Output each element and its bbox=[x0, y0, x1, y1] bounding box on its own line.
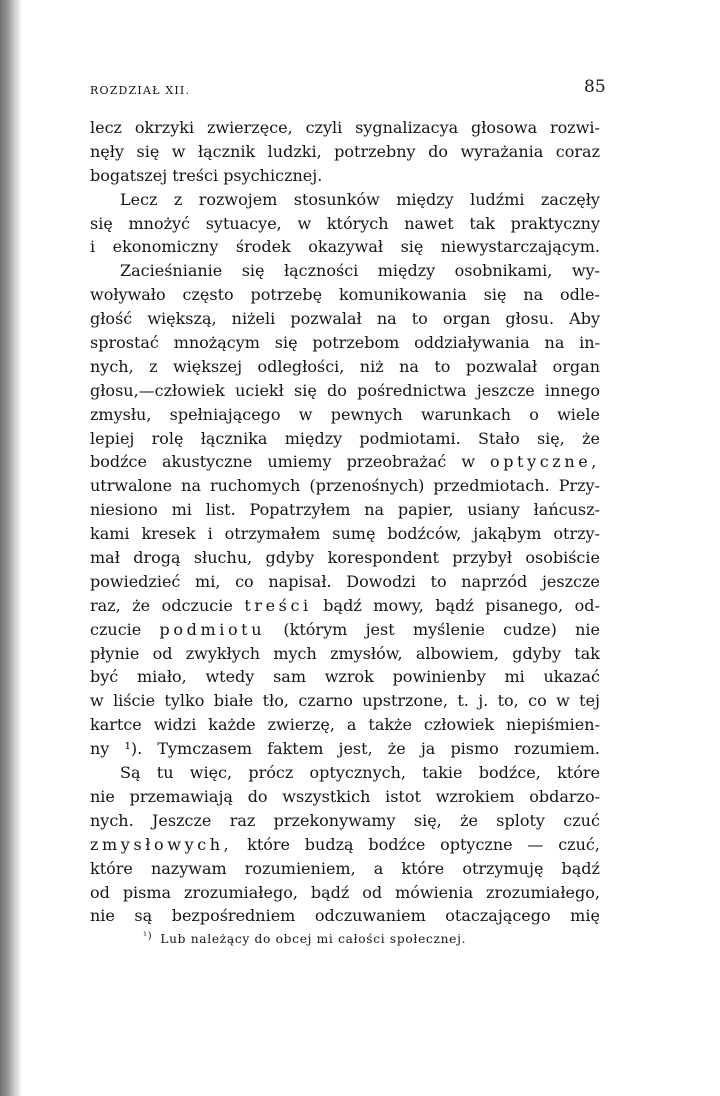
word: wzrokiem bbox=[435, 786, 515, 806]
text-line bbox=[90, 857, 600, 881]
word: bądź bbox=[323, 595, 362, 615]
word: ny bbox=[90, 739, 110, 759]
word: więc, bbox=[189, 763, 233, 783]
word: treści bbox=[172, 165, 219, 185]
word: pisma bbox=[122, 882, 172, 902]
word: Przy- bbox=[558, 476, 600, 496]
word: a bbox=[346, 715, 357, 735]
word: a bbox=[373, 858, 384, 878]
word: osobnikami, bbox=[454, 261, 553, 281]
word: miało, bbox=[136, 667, 187, 687]
word: oddziaływania bbox=[414, 333, 530, 353]
word: Zacieśnianie bbox=[120, 261, 223, 281]
word: się bbox=[294, 380, 317, 400]
text-line bbox=[90, 809, 600, 833]
word: liście bbox=[113, 691, 156, 711]
word: to, bbox=[497, 691, 519, 711]
text-line bbox=[90, 355, 600, 379]
word: że bbox=[132, 595, 151, 615]
emphasized-word: podmiotu bbox=[159, 619, 266, 639]
word: papier, bbox=[397, 500, 454, 520]
word: nazywam bbox=[150, 858, 227, 878]
word: zmysłu, bbox=[90, 404, 152, 424]
word: niepiśmien- bbox=[506, 715, 600, 735]
word: łączności bbox=[283, 261, 359, 281]
text-line bbox=[90, 212, 600, 236]
text-line bbox=[90, 307, 600, 331]
word: albowiem, bbox=[415, 643, 499, 663]
word: często bbox=[182, 285, 234, 305]
word: tylko bbox=[164, 691, 205, 711]
word: w bbox=[171, 141, 186, 161]
word: upstrzone, bbox=[362, 691, 448, 711]
word: z bbox=[173, 189, 183, 209]
word: odczuwaniem bbox=[314, 906, 426, 926]
text-line bbox=[90, 403, 600, 427]
word: między bbox=[396, 189, 454, 209]
word: się bbox=[483, 285, 507, 305]
word: nie bbox=[90, 786, 115, 806]
word: i bbox=[90, 237, 96, 257]
word: rozwojem bbox=[198, 189, 278, 209]
word: takie bbox=[422, 763, 463, 783]
word: się, bbox=[413, 810, 442, 830]
word: wiele bbox=[557, 404, 600, 424]
word: się bbox=[400, 237, 424, 257]
word: są bbox=[134, 906, 153, 926]
word: co bbox=[528, 691, 547, 711]
word: obdarzo- bbox=[529, 786, 600, 806]
word: spełniającego bbox=[169, 404, 281, 424]
word: bodźce bbox=[90, 452, 147, 472]
word: przemawiają bbox=[129, 786, 233, 806]
word: korespondent bbox=[327, 548, 439, 568]
word: także bbox=[368, 715, 412, 735]
word: pewnych bbox=[330, 404, 403, 424]
word: łącznik bbox=[197, 141, 256, 161]
word: j. bbox=[478, 691, 489, 711]
word: między bbox=[377, 261, 436, 281]
word: zrozumiałego, bbox=[184, 882, 298, 902]
word: kami bbox=[90, 524, 130, 544]
word: przekonywamy bbox=[273, 810, 396, 830]
word: zwierzę, bbox=[267, 715, 335, 735]
word: że bbox=[387, 739, 406, 759]
word: otrzymuję bbox=[462, 858, 544, 878]
word: pośrednictwa bbox=[357, 380, 467, 400]
word: praktyczny bbox=[510, 213, 600, 233]
word: mię bbox=[570, 906, 600, 926]
word: jest, bbox=[338, 739, 373, 759]
text-line bbox=[90, 713, 600, 737]
word: od bbox=[152, 643, 173, 663]
word: (którym bbox=[283, 619, 348, 639]
word: bodźców, bbox=[387, 524, 462, 544]
word: czucie bbox=[90, 619, 142, 639]
word: większej bbox=[172, 356, 243, 376]
word: kresek bbox=[141, 524, 196, 544]
word: sprostać bbox=[90, 333, 159, 353]
word: sam bbox=[273, 667, 306, 687]
text-line bbox=[90, 618, 600, 642]
word: powinienby bbox=[392, 667, 486, 687]
word: mnożącym bbox=[173, 333, 260, 353]
word: do bbox=[327, 380, 347, 400]
word: kartce bbox=[90, 715, 142, 735]
word: widzi bbox=[153, 715, 197, 735]
word: ukazać bbox=[543, 667, 600, 687]
word: na bbox=[544, 333, 565, 353]
word: głosu. bbox=[505, 309, 555, 329]
word: osobiście bbox=[525, 548, 600, 568]
word: głosu,—człowiek bbox=[90, 380, 225, 400]
word: prócz bbox=[248, 763, 294, 783]
word: rozumieniem, bbox=[244, 858, 356, 878]
word: pozwalał bbox=[465, 356, 538, 376]
word: to bbox=[434, 356, 451, 376]
word: bogatszej bbox=[90, 165, 168, 185]
text-line bbox=[90, 116, 600, 140]
word: sumę bbox=[332, 524, 376, 544]
text-line bbox=[90, 379, 600, 403]
word: białe bbox=[213, 691, 254, 711]
word: jest bbox=[365, 619, 395, 639]
word: niesiono bbox=[90, 500, 158, 520]
word: czuć, bbox=[558, 834, 600, 854]
footnote bbox=[143, 931, 466, 946]
word: na bbox=[523, 285, 544, 305]
word: mał bbox=[90, 548, 120, 568]
word: odle- bbox=[560, 285, 600, 305]
word: lepiej bbox=[90, 428, 135, 448]
word: optyczne bbox=[440, 834, 513, 854]
word: sygnalizacya bbox=[355, 118, 459, 137]
word: które bbox=[247, 834, 291, 854]
word: organ bbox=[442, 309, 491, 329]
word: środek bbox=[235, 237, 291, 257]
word: nych. bbox=[90, 810, 134, 830]
word: to bbox=[430, 571, 447, 591]
text-line bbox=[90, 689, 600, 713]
word: okrzyki bbox=[134, 118, 195, 137]
word: utrwalone bbox=[90, 476, 173, 496]
word: które bbox=[401, 858, 445, 878]
word: człowiek bbox=[423, 715, 495, 735]
word: że bbox=[460, 810, 478, 830]
word: ludzki, bbox=[267, 141, 322, 161]
word: przedmiotach. bbox=[433, 476, 550, 496]
word: o bbox=[529, 404, 539, 424]
footnote-marker: ¹) bbox=[143, 931, 153, 942]
word: bezpośredniem bbox=[171, 906, 296, 926]
text-line bbox=[90, 331, 600, 355]
word: że bbox=[582, 428, 600, 448]
word: Stało bbox=[477, 428, 520, 448]
word: zwierzęce, bbox=[206, 118, 293, 137]
word: rozumiem. bbox=[513, 739, 600, 759]
word: myślenie bbox=[412, 619, 485, 639]
text-line bbox=[90, 259, 600, 283]
word: w bbox=[556, 691, 570, 711]
word: łącznika bbox=[200, 428, 268, 448]
word: przybył bbox=[452, 548, 513, 568]
text-line bbox=[90, 570, 600, 594]
word: głosowa bbox=[471, 118, 538, 137]
text-line bbox=[90, 140, 600, 164]
word: wy- bbox=[571, 261, 600, 281]
word: bądź bbox=[435, 595, 474, 615]
word: na bbox=[364, 500, 385, 520]
word: i bbox=[207, 524, 213, 544]
text-line bbox=[90, 546, 600, 570]
word: na bbox=[399, 356, 419, 376]
word: faktem bbox=[267, 739, 324, 759]
word: pisanego, bbox=[485, 595, 564, 615]
word: organ bbox=[552, 356, 600, 376]
word: mowy, bbox=[373, 595, 424, 615]
emphasized-word: zmysłowych, bbox=[90, 834, 233, 854]
emphasized-word: optyczne, bbox=[489, 452, 600, 472]
word: woływało bbox=[90, 285, 166, 305]
word: tak bbox=[469, 213, 495, 233]
word: psychicznej. bbox=[223, 165, 323, 185]
word: głość bbox=[90, 309, 133, 329]
word: umiemy bbox=[267, 452, 332, 472]
text-line bbox=[90, 450, 600, 474]
word: napisał. bbox=[268, 571, 332, 591]
word: się bbox=[241, 261, 265, 281]
word: wszystkich bbox=[282, 786, 371, 806]
word: w bbox=[297, 213, 312, 233]
word: co bbox=[235, 571, 254, 591]
word: potrzebę bbox=[250, 285, 323, 305]
word: istot bbox=[385, 786, 421, 806]
word: bodźce, bbox=[478, 763, 541, 783]
word: pozwalał bbox=[290, 309, 362, 329]
text-line bbox=[90, 833, 600, 857]
word: które bbox=[90, 858, 133, 878]
text-line bbox=[90, 737, 600, 761]
word: t. bbox=[457, 691, 469, 711]
word: (przenośnych) bbox=[309, 476, 425, 496]
word: Jeszcze bbox=[152, 810, 212, 830]
word: słuchu, bbox=[193, 548, 253, 568]
word: nych, bbox=[90, 356, 134, 376]
text-line bbox=[90, 235, 600, 259]
word: płynie bbox=[90, 643, 140, 663]
word: tu bbox=[156, 763, 174, 783]
text-line bbox=[90, 665, 600, 689]
word: w bbox=[90, 691, 104, 711]
word: zaczęły bbox=[540, 189, 600, 209]
word: budzą bbox=[304, 834, 354, 854]
word: gdyby bbox=[265, 548, 315, 568]
word: się bbox=[136, 141, 160, 161]
word: otrzy- bbox=[553, 524, 600, 544]
word: z bbox=[149, 356, 158, 376]
word: Aby bbox=[569, 309, 600, 329]
word: gdyby bbox=[512, 643, 562, 663]
word: akustyczne bbox=[161, 452, 253, 472]
word: sploty bbox=[496, 810, 545, 830]
word: niżeli bbox=[231, 309, 276, 329]
word: przeobrażać bbox=[346, 452, 447, 472]
word: to bbox=[411, 309, 428, 329]
word: czuć bbox=[563, 810, 600, 830]
text-line bbox=[90, 188, 600, 212]
word: Tymczasem bbox=[157, 739, 253, 759]
word: na bbox=[376, 309, 397, 329]
running-head: ROZDZIAŁ XII. bbox=[90, 84, 191, 97]
word: których bbox=[326, 213, 389, 233]
word: mnożyć bbox=[128, 213, 191, 233]
word: sytuacye, bbox=[205, 213, 282, 233]
word: mych bbox=[273, 643, 317, 663]
word: zmysłów, bbox=[330, 643, 403, 663]
word: rolę bbox=[151, 428, 184, 448]
word: bądź bbox=[310, 882, 350, 902]
word: nie bbox=[575, 619, 600, 639]
word: od bbox=[90, 882, 110, 902]
word: — bbox=[527, 834, 544, 854]
word: Lecz bbox=[120, 189, 158, 209]
text-line bbox=[90, 474, 600, 498]
word: bodźce bbox=[368, 834, 426, 854]
word: bądź bbox=[561, 858, 600, 878]
word: się bbox=[274, 333, 298, 353]
text-line bbox=[90, 594, 600, 618]
word: czyli bbox=[305, 118, 343, 137]
word: od- bbox=[574, 595, 600, 615]
word: tło, bbox=[262, 691, 289, 711]
word: podmiotami. bbox=[359, 428, 461, 448]
word: in- bbox=[579, 333, 600, 353]
word: usiany bbox=[467, 500, 520, 520]
word: zwykłych bbox=[185, 643, 261, 663]
word: ruchomych bbox=[210, 476, 301, 496]
word: większą, bbox=[147, 309, 217, 329]
word: optycznych, bbox=[309, 763, 406, 783]
word: wyrażania bbox=[460, 141, 544, 161]
word: tak bbox=[574, 643, 600, 663]
word: łańcusz- bbox=[533, 500, 600, 520]
word: między bbox=[284, 428, 343, 448]
word: cudze) bbox=[503, 619, 557, 639]
word: lecz bbox=[90, 118, 122, 137]
word: które bbox=[557, 763, 600, 783]
word: do bbox=[428, 141, 448, 161]
word: od bbox=[362, 882, 383, 902]
word: jeszcze bbox=[476, 380, 535, 400]
text-line bbox=[90, 785, 600, 809]
word: nie bbox=[90, 906, 115, 926]
footnote-text: Lub należący do obcej mi całości społecznej. bbox=[160, 932, 467, 946]
word: każde bbox=[208, 715, 256, 735]
word: wtedy bbox=[205, 667, 255, 687]
word: otaczającego bbox=[445, 906, 551, 926]
word: stosunków bbox=[293, 189, 380, 209]
word: mówienia bbox=[395, 882, 474, 902]
word: się, bbox=[536, 428, 565, 448]
word: jakąbym bbox=[473, 524, 542, 544]
word: w bbox=[298, 404, 313, 424]
text-line bbox=[90, 761, 600, 785]
word: raz bbox=[229, 810, 256, 830]
word: ludźmi bbox=[470, 189, 525, 209]
word: potrzebny bbox=[334, 141, 416, 161]
word: powiedzieć bbox=[90, 571, 181, 591]
word: Dowodzi bbox=[346, 571, 416, 591]
word: potrzebom bbox=[312, 333, 400, 353]
emphasized-word: treści bbox=[244, 595, 312, 615]
word: tej bbox=[579, 691, 600, 711]
page-number: 85 bbox=[584, 77, 606, 97]
word: nawet bbox=[404, 213, 454, 233]
word: się bbox=[90, 213, 113, 233]
body-text bbox=[90, 116, 600, 928]
word: do bbox=[247, 786, 268, 806]
word: mi bbox=[504, 667, 525, 687]
word: ja bbox=[420, 739, 436, 759]
word: list. bbox=[205, 500, 236, 520]
word: raz, bbox=[90, 595, 121, 615]
word: odległości, bbox=[257, 356, 345, 376]
word: Popatrzyłem bbox=[249, 500, 351, 520]
text-line bbox=[90, 904, 600, 928]
word: jeszcze bbox=[541, 571, 600, 591]
word: niewystarczającym. bbox=[440, 237, 600, 257]
word: innego bbox=[544, 380, 600, 400]
text-line bbox=[90, 427, 600, 451]
word: komunikowania bbox=[338, 285, 467, 305]
word: pismo bbox=[450, 739, 499, 759]
word: uciekł bbox=[235, 380, 284, 400]
text-line bbox=[90, 642, 600, 666]
word: okazywał bbox=[308, 237, 384, 257]
word: odczucie bbox=[161, 595, 233, 615]
word: niż bbox=[359, 356, 384, 376]
word: rozwi- bbox=[549, 118, 600, 137]
scanned-page-edge bbox=[0, 0, 22, 1096]
word: na bbox=[181, 476, 201, 496]
text-line bbox=[90, 522, 600, 546]
text-line bbox=[90, 881, 600, 905]
text-line bbox=[90, 498, 600, 522]
word: zrozumiałego, bbox=[486, 882, 600, 902]
word: naprzód bbox=[461, 571, 528, 591]
text-line bbox=[90, 164, 600, 188]
word: coraz bbox=[555, 141, 600, 161]
word: ekonomiczny bbox=[112, 237, 219, 257]
word: wzrok bbox=[324, 667, 374, 687]
word: Są bbox=[120, 763, 141, 783]
word: warunkach bbox=[420, 404, 511, 424]
word: mi bbox=[171, 500, 192, 520]
footnote-reference: ¹). bbox=[124, 739, 143, 759]
word: czarno bbox=[298, 691, 353, 711]
word: mi, bbox=[195, 571, 221, 591]
word: otrzymałem bbox=[224, 524, 321, 544]
word: w bbox=[461, 452, 476, 472]
word: drogą bbox=[133, 548, 181, 568]
word: nęły bbox=[90, 141, 124, 161]
word: być bbox=[90, 667, 119, 687]
text-line bbox=[90, 283, 600, 307]
